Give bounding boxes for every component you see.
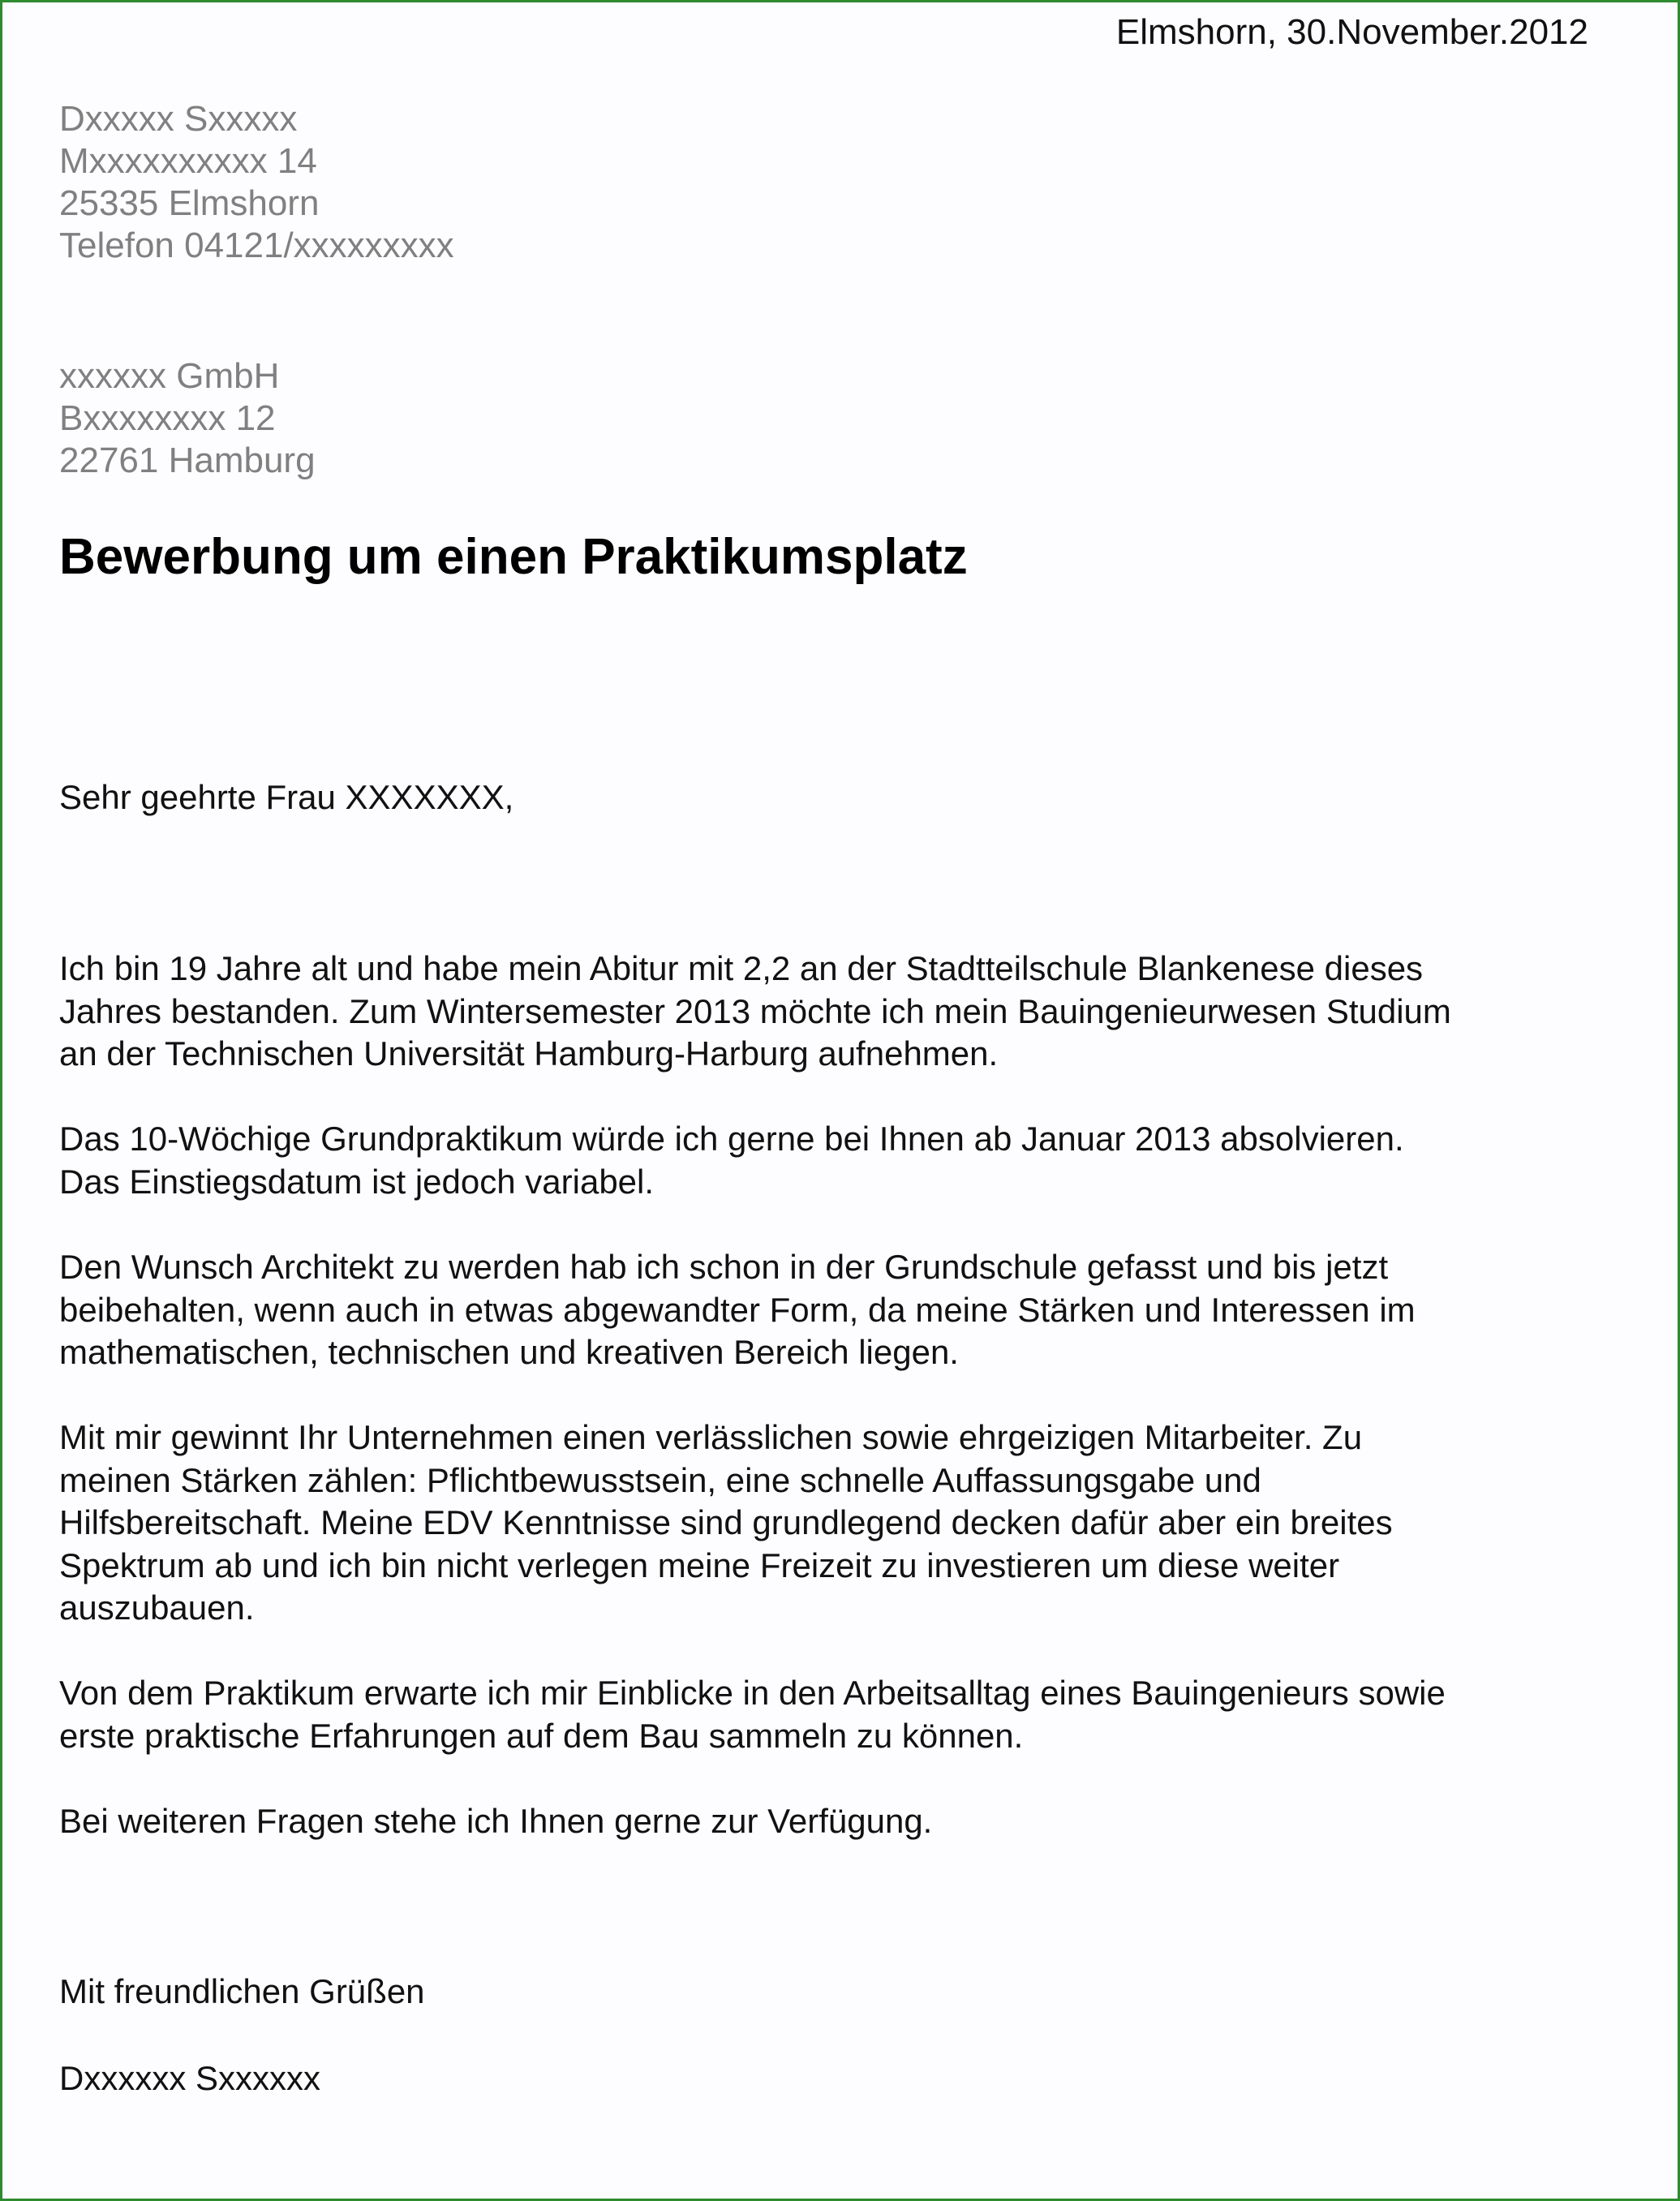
paragraph-5 xyxy=(59,1672,1446,1757)
paragraph-line: mathematischen, technischen und kreativen Bereich liegen. xyxy=(59,1333,959,1371)
paragraph-line: Bei weiteren Fragen stehe ich Ihnen gerne zur Verfügung. xyxy=(59,1802,933,1840)
recipient-city: 22761 Hamburg xyxy=(59,441,316,480)
recipient-address xyxy=(59,355,316,482)
paragraph-line: Das Einstiegsdatum ist jedoch variabel. xyxy=(59,1162,655,1201)
salutation xyxy=(59,776,513,819)
paragraph-line: beibehalten, wenn auch in etwas abgewandter Form, da meine Stärken und Interessen im xyxy=(59,1290,1416,1329)
paragraph-1 xyxy=(59,948,1451,1076)
paragraph-line: Von dem Praktikum erwarte ich mir Einblicke in den Arbeitsalltag eines Bauingenieurs sowie xyxy=(59,1674,1446,1712)
paragraph-2 xyxy=(59,1118,1404,1203)
signature-name: Dxxxxxx Sxxxxxx xyxy=(59,2059,321,2097)
paragraph-line: meinen Stärken zählen: Pflichtbewusstsein, eine schnelle Auffassungsgabe und xyxy=(59,1460,1261,1499)
recipient-company: xxxxxx GmbH xyxy=(59,356,280,396)
paragraph-line: Ich bin 19 Jahre alt und habe mein Abitur mit 2,2 an der Stadtteilschule Blankenese dieses xyxy=(59,949,1424,987)
letter-subject: Bewerbung um einen Praktikumsplatz xyxy=(59,529,968,585)
paragraph-line: Jahres bestanden. Zum Wintersemester 2013 möchte ich mein Bauingenieurwesen Studium xyxy=(59,991,1451,1030)
paragraph-6 xyxy=(59,1800,932,1843)
salutation-text: Sehr geehrte Frau XXXXXXX, xyxy=(59,778,514,816)
paragraph-4 xyxy=(59,1416,1393,1630)
letter-date: Elmshorn, 30.November.2012 xyxy=(1115,12,1588,52)
sender-name: Dxxxxx Sxxxxx xyxy=(59,99,298,139)
paragraph-line: auszubauen. xyxy=(59,1588,255,1627)
paragraph-line: Spektrum ab und ich bin nicht verlegen meine Freizeit zu investieren um diese weiter xyxy=(59,1545,1340,1584)
recipient-street: Bxxxxxxxx 12 xyxy=(59,398,276,438)
sender-city: 25335 Elmshorn xyxy=(59,183,320,223)
paragraph-line: Den Wunsch Architekt zu werden hab ich schon in der Grundschule gefasst und bis jetzt xyxy=(59,1248,1389,1286)
sender-address xyxy=(59,98,454,267)
paragraph-line: Hilfsbereitschaft. Meine EDV Kenntnisse sind grundlegend decken dafür aber ein breites xyxy=(59,1503,1393,1541)
closing-text: Mit freundlichen Grüßen xyxy=(59,1972,425,2010)
sender-phone: Telefon 04121/xxxxxxxxx xyxy=(59,226,454,265)
paragraph-line: Mit mir gewinnt Ihr Unternehmen einen verlässlichen sowie ehrgeizigen Mitarbeiter. Zu xyxy=(59,1418,1363,1456)
paragraph-line: Das 10-Wöchige Grundpraktikum würde ich gerne bei Ihnen ab Januar 2013 absolvieren. xyxy=(59,1120,1404,1158)
closing xyxy=(59,1971,425,2014)
paragraph-line: an der Technischen Universität Hamburg-Harburg aufnehmen. xyxy=(59,1034,999,1073)
signature xyxy=(59,2057,320,2100)
paragraph-line: erste praktische Erfahrungen auf dem Bau sammeln zu können. xyxy=(59,1716,1024,1755)
sender-street: Mxxxxxxxxxx 14 xyxy=(59,141,317,181)
paragraph-3 xyxy=(59,1246,1416,1374)
